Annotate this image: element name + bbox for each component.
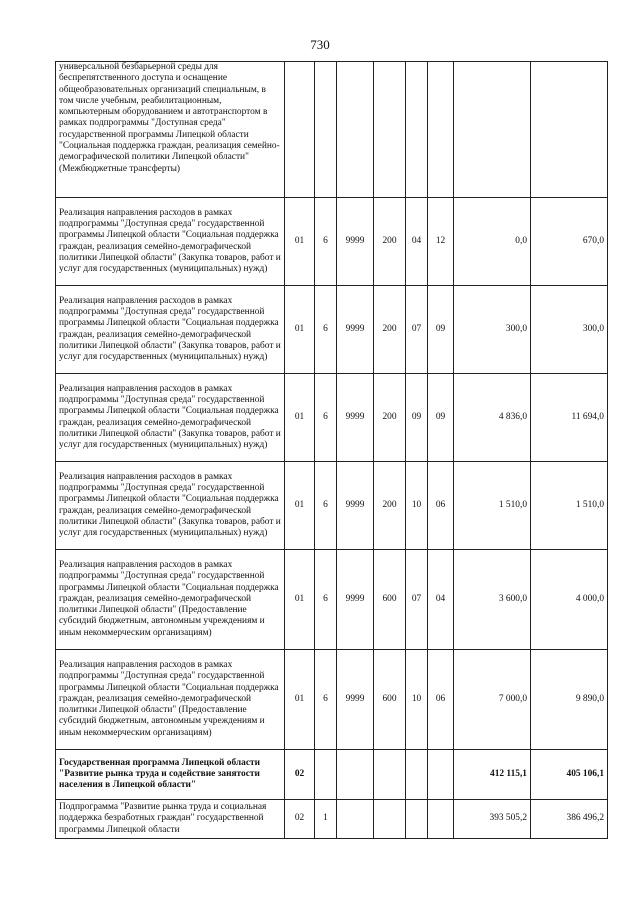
amount-year-2: 386 496,2 (531, 800, 608, 839)
amount-year-1: 393 505,2 (454, 800, 531, 839)
program-code: 01 (285, 198, 315, 286)
table-row (56, 550, 608, 650)
row-description: Подпрограмма "Развитие рынка труда и социальная поддержка безработных граждан" государственной программы Липецкой области (56, 800, 285, 839)
program-code: 01 (285, 374, 315, 462)
direction-code: 9999 (337, 650, 374, 750)
budget-table (55, 61, 608, 839)
amount-year-2: 1 510,0 (531, 462, 608, 550)
subsection-code: 09 (428, 286, 454, 374)
expense-type-code: 600 (374, 550, 406, 650)
table-row (56, 374, 608, 462)
row-description: Реализация направления расходов в рамках подпрограммы "Доступная среда" государственной программы Липецкой области "Социальная поддержка граждан, реализация семейно-демографической политики Липецкой области" (Закупка товаров, работ и услуг для государственных (муниципальных) нужд) (56, 462, 285, 550)
subprogram-code: 6 (315, 550, 337, 650)
section-code: 10 (406, 462, 428, 550)
table-row (56, 198, 608, 286)
section-code (406, 750, 428, 800)
section-code: 07 (406, 286, 428, 374)
amount-year-1: 7 000,0 (454, 650, 531, 750)
expense-type-code: 200 (374, 374, 406, 462)
amount-year-1: 4 836,0 (454, 374, 531, 462)
expense-type-code: 200 (374, 286, 406, 374)
table-row (56, 286, 608, 374)
direction-code (337, 750, 374, 800)
subprogram-code (315, 750, 337, 800)
amount-year-1 (454, 62, 531, 198)
table-row (56, 462, 608, 550)
expense-type-code (374, 62, 406, 198)
direction-code (337, 62, 374, 198)
subsection-code: 04 (428, 550, 454, 650)
direction-code (337, 800, 374, 839)
subprogram-code: 6 (315, 374, 337, 462)
table-row (56, 750, 608, 800)
row-description: Реализация направления расходов в рамках подпрограммы "Доступная среда" государственной программы Липецкой области "Социальная поддержка граждан, реализация семейно-демографической политики Липецкой области" (Закупка товаров, работ и услуг для государственных (муниципальных) нужд) (56, 374, 285, 462)
amount-year-2 (531, 62, 608, 198)
subprogram-code: 6 (315, 286, 337, 374)
expense-type-code (374, 800, 406, 839)
subsection-code (428, 800, 454, 839)
expense-type-code: 200 (374, 462, 406, 550)
expense-type-code: 200 (374, 198, 406, 286)
direction-code: 9999 (337, 550, 374, 650)
expense-type-code: 600 (374, 650, 406, 750)
direction-code: 9999 (337, 198, 374, 286)
program-code: 01 (285, 286, 315, 374)
amount-year-1: 1 510,0 (454, 462, 531, 550)
program-code (285, 62, 315, 198)
section-code: 07 (406, 550, 428, 650)
section-code: 04 (406, 198, 428, 286)
row-description: Реализация направления расходов в рамках подпрограммы "Доступная среда" государственной программы Липецкой области "Социальная поддержка граждан, реализация семейно-демографической политики Липецкой области" (Закупка товаров, работ и услуг для государственных (муниципальных) нужд) (56, 286, 285, 374)
subprogram-code: 1 (315, 800, 337, 839)
section-code: 10 (406, 650, 428, 750)
subsection-code: 06 (428, 650, 454, 750)
amount-year-1: 3 600,0 (454, 550, 531, 650)
subsection-code: 09 (428, 374, 454, 462)
amount-year-1: 412 115,1 (454, 750, 531, 800)
direction-code: 9999 (337, 286, 374, 374)
subprogram-code: 6 (315, 198, 337, 286)
program-code: 01 (285, 650, 315, 750)
program-code: 02 (285, 800, 315, 839)
amount-year-2: 9 890,0 (531, 650, 608, 750)
section-code: 09 (406, 374, 428, 462)
subsection-code: 06 (428, 462, 454, 550)
subprogram-code: 6 (315, 462, 337, 550)
amount-year-1: 300,0 (454, 286, 531, 374)
subsection-code (428, 62, 454, 198)
expense-type-code (374, 750, 406, 800)
row-description: Государственная программа Липецкой области "Развитие рынка труда и содействие занятости населения в Липецкой области" (56, 750, 285, 800)
row-description: Реализация направления расходов в рамках подпрограммы "Доступная среда" государственной программы Липецкой области "Социальная поддержка граждан, реализация семейно-демографической политики Липецкой области" (Предоставление субсидий бюджетным, автономным учреждениям и иным некоммерческим организациям) (56, 550, 285, 650)
amount-year-2: 4 000,0 (531, 550, 608, 650)
table-row (56, 800, 608, 839)
page-number: 730 (310, 37, 330, 52)
table-row (56, 650, 608, 750)
program-code: 01 (285, 550, 315, 650)
subsection-code (428, 750, 454, 800)
direction-code: 9999 (337, 374, 374, 462)
amount-year-1: 0,0 (454, 198, 531, 286)
row-description: универсальной безбарьерной среды для беспрепятственного доступа и оснащение общеобразовательных организаций специальным, в том числе учебным, реабилитационным, компьютерным оборудованием и автотранспортом в рамках подпрограммы "Доступная среда" государственной программы Липецкой области "Социальная поддержка граждан, реализация семейно-демографической политики Липецкой области" (Межбюджетные трансферты) (56, 62, 285, 198)
subprogram-code (315, 62, 337, 198)
amount-year-2: 300,0 (531, 286, 608, 374)
amount-year-2: 11 694,0 (531, 374, 608, 462)
direction-code: 9999 (337, 462, 374, 550)
amount-year-2: 405 106,1 (531, 750, 608, 800)
section-code (406, 62, 428, 198)
subsection-code: 12 (428, 198, 454, 286)
row-description: Реализация направления расходов в рамках подпрограммы "Доступная среда" государственной программы Липецкой области "Социальная поддержка граждан, реализация семейно-демографической политики Липецкой области" (Закупка товаров, работ и услуг для государственных (муниципальных) нужд) (56, 198, 285, 286)
amount-year-2: 670,0 (531, 198, 608, 286)
program-code: 01 (285, 462, 315, 550)
row-description: Реализация направления расходов в рамках подпрограммы "Доступная среда" государственной программы Липецкой области "Социальная поддержка граждан, реализация семейно-демографической политики Липецкой области" (Предоставление субсидий бюджетным, автономным учреждениям и иным некоммерческим организациям) (56, 650, 285, 750)
subprogram-code: 6 (315, 650, 337, 750)
section-code (406, 800, 428, 839)
table-row (56, 62, 608, 198)
program-code: 02 (285, 750, 315, 800)
